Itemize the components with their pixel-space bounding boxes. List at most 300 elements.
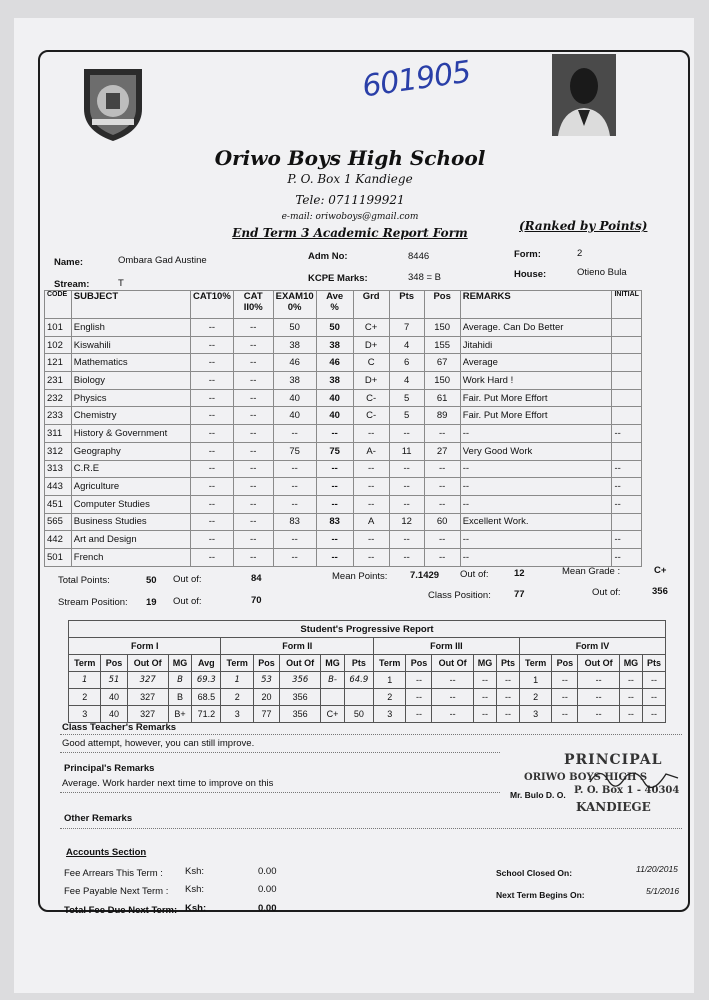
progress-subheader: Pts bbox=[497, 655, 520, 672]
progress-subheader: MG bbox=[321, 655, 344, 672]
progress-cell: 3 bbox=[69, 706, 101, 723]
progress-cell: -- bbox=[619, 672, 642, 689]
marks-cell: -- bbox=[273, 531, 316, 549]
marks-header-cell: CAT10% bbox=[190, 291, 233, 319]
progress-cell: B- bbox=[321, 672, 344, 689]
marks-cell: -- bbox=[190, 407, 233, 425]
mean-out-of-label: Out of: bbox=[460, 569, 489, 580]
marks-cell: -- bbox=[353, 425, 389, 443]
progress-cell: -- bbox=[643, 689, 666, 706]
marks-cell: Computer Studies bbox=[71, 495, 190, 513]
progress-cell: 327 bbox=[127, 689, 168, 706]
progress-subheader: Term bbox=[519, 655, 551, 672]
progress-cell: 3 bbox=[519, 706, 551, 723]
house-label: House: bbox=[514, 269, 547, 280]
marks-cell: -- bbox=[190, 478, 233, 496]
marks-cell: Fair. Put More Effort bbox=[460, 389, 612, 407]
marks-cell: 443 bbox=[45, 478, 72, 496]
marks-cell: 150 bbox=[424, 319, 460, 337]
adm-number: 8446 bbox=[408, 251, 430, 262]
total-out-of-label: Out of: bbox=[173, 574, 202, 585]
kcpe-label: KCPE Marks: bbox=[308, 273, 368, 284]
marks-cell: Business Studies bbox=[71, 513, 190, 531]
marks-cell: -- bbox=[190, 354, 233, 372]
marks-cell bbox=[612, 513, 642, 531]
marks-cell: -- bbox=[612, 548, 642, 566]
marks-cell: 7 bbox=[389, 319, 424, 337]
marks-cell: -- bbox=[424, 531, 460, 549]
marks-cell: -- bbox=[460, 495, 612, 513]
marks-cell: -- bbox=[233, 389, 273, 407]
marks-cell: -- bbox=[612, 425, 642, 443]
progress-forms-row bbox=[69, 638, 666, 655]
marks-cell: 6 bbox=[389, 354, 424, 372]
marks-cell: -- bbox=[190, 531, 233, 549]
mean-points-label: Mean Points: bbox=[332, 571, 388, 582]
progress-cell: B bbox=[168, 672, 191, 689]
marks-row bbox=[45, 548, 642, 566]
marks-cell: Jitahidi bbox=[460, 336, 612, 354]
marks-table bbox=[44, 290, 642, 567]
progress-cell: C+ bbox=[321, 706, 344, 723]
progress-cell: -- bbox=[552, 672, 578, 689]
marks-cell: English bbox=[71, 319, 190, 337]
progress-cell: 3 bbox=[221, 706, 253, 723]
remarks-divider bbox=[60, 828, 682, 829]
progress-title: Student's Progressive Report bbox=[69, 621, 666, 638]
progress-subheader: Pts bbox=[344, 655, 373, 672]
progress-cell: B+ bbox=[168, 706, 191, 723]
marks-cell: Excellent Work. bbox=[460, 513, 612, 531]
form-title: End Term 3 Academic Report Form bbox=[232, 226, 468, 240]
principal-remarks-label: Principal's Remarks bbox=[64, 763, 155, 774]
marks-cell: -- bbox=[190, 336, 233, 354]
marks-cell: 233 bbox=[45, 407, 72, 425]
marks-cell: Chemistry bbox=[71, 407, 190, 425]
marks-cell: 4 bbox=[389, 336, 424, 354]
marks-cell: -- bbox=[233, 495, 273, 513]
marks-cell: Average bbox=[460, 354, 612, 372]
marks-row bbox=[45, 478, 642, 496]
progress-form-header: Form I bbox=[69, 638, 221, 655]
marks-cell: -- bbox=[233, 407, 273, 425]
mean-grade-label: Mean Grade : bbox=[562, 566, 621, 577]
marks-cell: -- bbox=[233, 425, 273, 443]
progress-cell: -- bbox=[497, 689, 520, 706]
marks-cell: -- bbox=[273, 460, 316, 478]
marks-cell: 38 bbox=[316, 372, 353, 390]
progress-cell: 2 bbox=[221, 689, 253, 706]
marks-header-cell: INITIAL bbox=[612, 291, 642, 319]
marks-row bbox=[45, 372, 642, 390]
marks-cell bbox=[612, 354, 642, 372]
arrears-amount: 0.00 bbox=[258, 866, 277, 877]
marks-row bbox=[45, 531, 642, 549]
progress-cell: 64.9 bbox=[344, 672, 373, 689]
marks-cell: -- bbox=[233, 319, 273, 337]
marks-header-cell: Pos bbox=[424, 291, 460, 319]
marks-row bbox=[45, 425, 642, 443]
stream-position: 19 bbox=[146, 597, 157, 608]
progress-cell: 2 bbox=[373, 689, 405, 706]
progress-subheader: Out Of bbox=[432, 655, 473, 672]
marks-cell: Biology bbox=[71, 372, 190, 390]
school-email: e-mail: oriwoboys@gmail.com bbox=[281, 212, 419, 222]
progress-cell: 2 bbox=[69, 689, 101, 706]
marks-cell: 155 bbox=[424, 336, 460, 354]
signature bbox=[586, 764, 682, 790]
progress-cell: 51 bbox=[101, 672, 127, 689]
marks-header-cell: Ave % bbox=[316, 291, 353, 319]
marks-cell: D+ bbox=[353, 372, 389, 390]
principal-name: Mr. Bulo D. O. bbox=[510, 790, 566, 800]
stamp-location: KANDIEGE bbox=[576, 800, 651, 814]
marks-header-cell: REMARKS bbox=[460, 291, 612, 319]
marks-row bbox=[45, 442, 642, 460]
progress-cell: 3 bbox=[373, 706, 405, 723]
marks-cell bbox=[612, 319, 642, 337]
marks-cell: -- bbox=[233, 548, 273, 566]
next-term-label: Next Term Begins On: bbox=[496, 890, 585, 900]
marks-cell bbox=[612, 336, 642, 354]
progress-subheader: Pos bbox=[552, 655, 578, 672]
progress-cell: -- bbox=[432, 672, 473, 689]
marks-cell: -- bbox=[612, 495, 642, 513]
progress-cell: 69.3 bbox=[192, 672, 221, 689]
school-name: Oriwo Boys High School bbox=[214, 146, 486, 170]
marks-cell: -- bbox=[389, 478, 424, 496]
marks-cell: -- bbox=[316, 478, 353, 496]
progress-cell: 356 bbox=[280, 672, 321, 689]
marks-cell: 12 bbox=[389, 513, 424, 531]
marks-cell: 38 bbox=[273, 372, 316, 390]
marks-cell: History & Government bbox=[71, 425, 190, 443]
marks-cell: A- bbox=[353, 442, 389, 460]
progress-cell: -- bbox=[578, 706, 619, 723]
marks-cell: 83 bbox=[316, 513, 353, 531]
marks-cell: -- bbox=[233, 336, 273, 354]
marks-cell bbox=[612, 389, 642, 407]
marks-cell: 231 bbox=[45, 372, 72, 390]
marks-cell: -- bbox=[316, 425, 353, 443]
marks-cell: -- bbox=[190, 372, 233, 390]
progress-cell: 327 bbox=[127, 672, 168, 689]
marks-cell: 311 bbox=[45, 425, 72, 443]
progress-cell: -- bbox=[643, 672, 666, 689]
progress-subheader: Avg bbox=[192, 655, 221, 672]
marks-cell: -- bbox=[316, 460, 353, 478]
progress-cell: 53 bbox=[253, 672, 279, 689]
payable-amount: 0.00 bbox=[258, 884, 277, 895]
marks-cell bbox=[612, 372, 642, 390]
progress-subheader: MG bbox=[168, 655, 191, 672]
marks-cell: -- bbox=[316, 531, 353, 549]
marks-cell: C- bbox=[353, 407, 389, 425]
marks-cell: -- bbox=[424, 478, 460, 496]
marks-cell: 121 bbox=[45, 354, 72, 372]
progress-cell: -- bbox=[406, 689, 432, 706]
marks-cell: -- bbox=[190, 425, 233, 443]
progress-cell: 2 bbox=[519, 689, 551, 706]
marks-cell: 67 bbox=[424, 354, 460, 372]
marks-cell: -- bbox=[612, 531, 642, 549]
progress-cell: 1 bbox=[373, 672, 405, 689]
principal-remarks: Average. Work harder next time to improve on this bbox=[62, 778, 274, 789]
stamp-school: ORIWO BOYS HIGH S bbox=[524, 772, 648, 783]
marks-header-cell: SUBJECT bbox=[71, 291, 190, 319]
marks-cell: Work Hard ! bbox=[460, 372, 612, 390]
progress-form-header: Form III bbox=[373, 638, 519, 655]
total-points-label: Total Points: bbox=[58, 575, 110, 586]
stamp-box: P. O. Box 1 - 40304 bbox=[574, 785, 680, 796]
marks-cell: -- bbox=[389, 531, 424, 549]
marks-cell: -- bbox=[424, 425, 460, 443]
marks-cell: 5 bbox=[389, 389, 424, 407]
marks-cell: Agriculture bbox=[71, 478, 190, 496]
progress-cell: 1 bbox=[221, 672, 253, 689]
marks-cell: -- bbox=[424, 495, 460, 513]
marks-cell: 89 bbox=[424, 407, 460, 425]
marks-cell: -- bbox=[316, 548, 353, 566]
marks-cell: 83 bbox=[273, 513, 316, 531]
progress-subheader: Pos bbox=[253, 655, 279, 672]
progressive-report-table bbox=[68, 620, 666, 723]
marks-cell: Average. Can Do Better bbox=[460, 319, 612, 337]
stream-out-of: 70 bbox=[251, 595, 262, 606]
school-crest-logo bbox=[80, 65, 146, 143]
marks-cell: 442 bbox=[45, 531, 72, 549]
marks-cell: 150 bbox=[424, 372, 460, 390]
progress-cell: 68.5 bbox=[192, 689, 221, 706]
progress-cell: 20 bbox=[253, 689, 279, 706]
marks-cell: -- bbox=[424, 460, 460, 478]
marks-cell: -- bbox=[273, 548, 316, 566]
payable-currency: Ksh: bbox=[185, 884, 205, 895]
marks-row bbox=[45, 460, 642, 478]
marks-cell: 46 bbox=[316, 354, 353, 372]
total-points: 50 bbox=[146, 575, 157, 586]
progress-cell: -- bbox=[619, 689, 642, 706]
ranked-by-points: (Ranked by Points) bbox=[519, 219, 648, 233]
marks-header-cell: CAT II0% bbox=[233, 291, 273, 319]
total-fee-currency: Ksh: bbox=[185, 903, 207, 914]
total-fee-label: Total Fee Due Next Term: bbox=[64, 905, 178, 916]
marks-cell: -- bbox=[233, 513, 273, 531]
school-closed-date: 11/20/2015 bbox=[636, 864, 678, 874]
marks-row bbox=[45, 319, 642, 337]
progress-cell: 356 bbox=[280, 689, 321, 706]
progress-cell: -- bbox=[578, 689, 619, 706]
marks-cell: Physics bbox=[71, 389, 190, 407]
total-fee-amount: 0.00 bbox=[258, 903, 277, 914]
handwritten-number: 601905 bbox=[360, 54, 473, 105]
marks-row bbox=[45, 354, 642, 372]
marks-cell: C bbox=[353, 354, 389, 372]
marks-cell: 565 bbox=[45, 513, 72, 531]
marks-header-row bbox=[45, 291, 642, 319]
remarks-divider bbox=[60, 734, 682, 735]
marks-cell: -- bbox=[273, 478, 316, 496]
progress-cell: -- bbox=[406, 672, 432, 689]
marks-cell: Geography bbox=[71, 442, 190, 460]
marks-cell: C- bbox=[353, 389, 389, 407]
progress-subheader: Pts bbox=[643, 655, 666, 672]
marks-cell: 451 bbox=[45, 495, 72, 513]
progress-cell: 50 bbox=[344, 706, 373, 723]
class-position: 77 bbox=[514, 589, 525, 600]
marks-cell: 38 bbox=[273, 336, 316, 354]
accounts-title: Accounts Section bbox=[66, 847, 147, 858]
marks-cell: -- bbox=[190, 548, 233, 566]
marks-cell: 50 bbox=[316, 319, 353, 337]
adm-label: Adm No: bbox=[308, 251, 348, 262]
marks-cell: 501 bbox=[45, 548, 72, 566]
progress-subheader: Pos bbox=[101, 655, 127, 672]
marks-cell: -- bbox=[460, 531, 612, 549]
marks-cell: 312 bbox=[45, 442, 72, 460]
stream-position-label: Stream Position: bbox=[58, 597, 128, 608]
progress-subheader: Term bbox=[373, 655, 405, 672]
remarks-divider bbox=[60, 752, 500, 753]
marks-cell: Mathematics bbox=[71, 354, 190, 372]
marks-cell bbox=[612, 442, 642, 460]
form-value: 2 bbox=[577, 248, 583, 259]
marks-cell: French bbox=[71, 548, 190, 566]
marks-cell: 40 bbox=[316, 389, 353, 407]
marks-cell: -- bbox=[190, 442, 233, 460]
progress-cell: 71.2 bbox=[192, 706, 221, 723]
class-teacher-remarks-label: Class Teacher's Remarks bbox=[62, 722, 177, 733]
marks-cell: 60 bbox=[424, 513, 460, 531]
progress-cell: -- bbox=[473, 672, 496, 689]
form-label: Form: bbox=[514, 249, 541, 260]
marks-header-cell: Pts bbox=[389, 291, 424, 319]
marks-cell: 46 bbox=[273, 354, 316, 372]
progress-cell: -- bbox=[432, 689, 473, 706]
marks-cell: -- bbox=[190, 319, 233, 337]
progress-subheader: Pos bbox=[406, 655, 432, 672]
marks-cell: -- bbox=[612, 478, 642, 496]
marks-cell: -- bbox=[233, 442, 273, 460]
marks-cell: -- bbox=[190, 460, 233, 478]
marks-cell: A bbox=[353, 513, 389, 531]
progress-cell: -- bbox=[406, 706, 432, 723]
marks-cell: 11 bbox=[389, 442, 424, 460]
progress-cell: 40 bbox=[101, 706, 127, 723]
marks-cell: 40 bbox=[273, 407, 316, 425]
marks-cell: 232 bbox=[45, 389, 72, 407]
total-out-of: 84 bbox=[251, 573, 262, 584]
kcpe-value: 348 = B bbox=[408, 272, 442, 283]
marks-cell: -- bbox=[316, 495, 353, 513]
school-address: P. O. Box 1 Kandiege bbox=[287, 172, 413, 186]
progress-cell: -- bbox=[619, 706, 642, 723]
progress-title-row bbox=[69, 621, 666, 638]
progress-subheader: Term bbox=[69, 655, 101, 672]
progress-subheader: MG bbox=[473, 655, 496, 672]
stream-value: T bbox=[118, 278, 124, 289]
class-teacher-remarks: Good attempt, however, you can still improve. bbox=[62, 738, 255, 749]
mean-out-of: 12 bbox=[514, 568, 525, 579]
marks-cell: 313 bbox=[45, 460, 72, 478]
marks-cell: 75 bbox=[273, 442, 316, 460]
marks-cell: -- bbox=[190, 389, 233, 407]
marks-cell: 75 bbox=[316, 442, 353, 460]
marks-row bbox=[45, 513, 642, 531]
progress-cell: -- bbox=[473, 706, 496, 723]
school-tele: Tele: 0711199921 bbox=[295, 193, 405, 207]
progress-cell: 327 bbox=[127, 706, 168, 723]
marks-cell: 38 bbox=[316, 336, 353, 354]
marks-cell: Fair. Put More Effort bbox=[460, 407, 612, 425]
progress-cell: 1 bbox=[519, 672, 551, 689]
marks-cell: 4 bbox=[389, 372, 424, 390]
marks-cell: -- bbox=[389, 495, 424, 513]
progress-subheader: MG bbox=[619, 655, 642, 672]
school-closed-label: School Closed On: bbox=[496, 868, 573, 878]
class-position-label: Class Position: bbox=[428, 590, 491, 601]
progress-cell bbox=[321, 689, 344, 706]
progress-cell: 40 bbox=[101, 689, 127, 706]
progress-subheader: Out Of bbox=[280, 655, 321, 672]
marks-cell: Kiswahili bbox=[71, 336, 190, 354]
marks-cell: 40 bbox=[316, 407, 353, 425]
progress-cell: 77 bbox=[253, 706, 279, 723]
marks-cell bbox=[612, 407, 642, 425]
marks-cell: 102 bbox=[45, 336, 72, 354]
marks-cell: -- bbox=[233, 460, 273, 478]
marks-cell: -- bbox=[273, 425, 316, 443]
progress-subheader-row bbox=[69, 655, 666, 672]
marks-cell: -- bbox=[353, 495, 389, 513]
marks-cell: -- bbox=[190, 495, 233, 513]
stream-label: Stream: bbox=[54, 279, 90, 290]
progress-row bbox=[69, 706, 666, 723]
progress-row bbox=[69, 689, 666, 706]
marks-cell: -- bbox=[273, 495, 316, 513]
marks-header-cell: CODE bbox=[45, 291, 72, 319]
class-out-of: 356 bbox=[652, 586, 668, 597]
marks-cell: -- bbox=[233, 531, 273, 549]
progress-form-header: Form IV bbox=[519, 638, 665, 655]
student-photo bbox=[552, 54, 616, 136]
arrears-label: Fee Arrears This Term : bbox=[64, 868, 163, 879]
marks-cell: C.R.E bbox=[71, 460, 190, 478]
progress-row bbox=[69, 672, 666, 689]
marks-cell: -- bbox=[389, 425, 424, 443]
marks-header-cell: Grd bbox=[353, 291, 389, 319]
progress-cell: 1 bbox=[69, 672, 101, 689]
progress-subheader: Out Of bbox=[127, 655, 168, 672]
marks-row bbox=[45, 389, 642, 407]
marks-cell: -- bbox=[389, 460, 424, 478]
marks-cell: 40 bbox=[273, 389, 316, 407]
marks-row bbox=[45, 495, 642, 513]
progress-cell: B bbox=[168, 689, 191, 706]
mean-points: 7.1429 bbox=[410, 570, 440, 581]
marks-cell: C+ bbox=[353, 319, 389, 337]
progress-cell: -- bbox=[432, 706, 473, 723]
marks-cell: -- bbox=[233, 478, 273, 496]
progress-cell: 356 bbox=[280, 706, 321, 723]
marks-cell: -- bbox=[460, 548, 612, 566]
marks-cell: 5 bbox=[389, 407, 424, 425]
marks-cell: Very Good Work bbox=[460, 442, 612, 460]
name-label: Name: bbox=[54, 257, 84, 268]
payable-label: Fee Payable Next Term : bbox=[64, 886, 169, 897]
marks-header-cell: EXAM10 0% bbox=[273, 291, 316, 319]
other-remarks-label: Other Remarks bbox=[64, 813, 133, 824]
